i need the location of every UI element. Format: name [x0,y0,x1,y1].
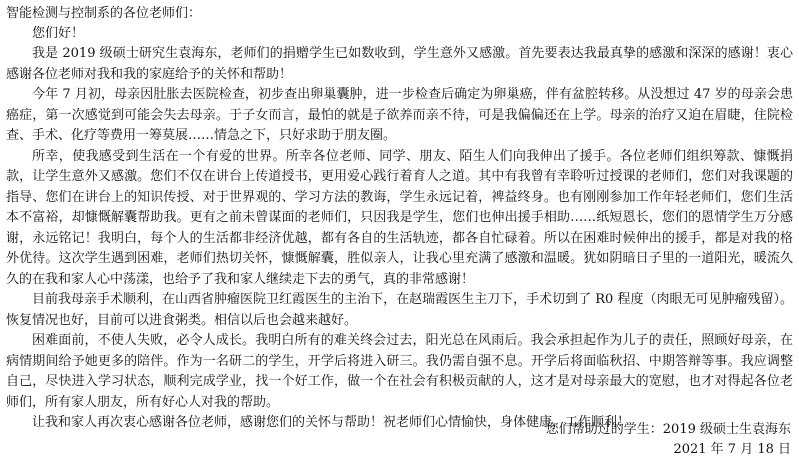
letter-paragraph-4: 目前我母亲手术顺利，在山西省肿瘤医院卫红霞医生的主治下，在赵瑞霞医生主刀下，手术切到了 R0 程度（肉眼无可见肿瘤残留）。恢复情况也好，目前可以进食粥类。相信以后也会越来越好。 [6,292,793,328]
letter-paragraph-1: 我是 2019 级硕士研究生袁海东，老师们的捐赠学生已如数收到，学生意外又感激。首先要表达我最真挚的感激和深深的感谢！衷心感谢各位老师对我和我的家庭给予的关怀和帮助！ [6,46,793,82]
letter-paragraph-3: 所幸，使我感受到生活在一个有爱的世界。所幸各位老师、同学、朋友、陌生人们向我伸出了援手。各位老师们组织筹款、慷慨捐款，让学生意外又感激。您们不仅在讲台上传道授书，更用爱心践行着育人之道。其中有我曾有幸聆听过授课的老师们，您们对我课题的指导、您们在讲台上的知识传授、对于世界观的、学习方法的教诲，学生永远记着，裨益终身。也有刚刚参加工作年轻老师们，您们生活本不富裕，却慷慨解囊帮助我。更有之前未曾谋面的老师们，只因我是学生，您们也伸出援手相助……纸短恩长，您们的恩情学生万分感谢，永远铭记！我明白，每个人的生活都非经济优越，都有各自的生活轨迹，都各自忙碌着。所以在困难时候伸出的援手，都是对我的格外优待。这次学生遇到困难，老师们热切关怀，慷慨解囊，胜似亲人，让我心里充满了感激和温暖。犹如阴暗日子里的一道阳光，暖流久久的在我和家人心中荡漾，也给予了我和家人继续走下去的勇气，真的非常感谢！ [6,148,793,287]
letter-date: 2021 年 7 月 18 日 [673,442,791,457]
letter-hello: 您们好！ [32,26,85,41]
letter-signature-block [546,420,791,460]
letter-paragraph-2: 今年 7 月初，母亲因肚胀去医院检查，初步查出卵巢囊肿，进一步检查后确定为卵巢癌，伴有盆腔转移。从没想过 47 岁的母亲会患癌症，第一次感觉到可能会失去母亲。于子女而言，最怕的就是子欲养而亲不待，可是我偏偏还在上学。母亲的治疗又迫在眉睫，住院检查、手术、化疗等费用一筹莫展……情急之下，只好求助于朋友圈。 [6,87,793,143]
letter-paragraph-6: 让我和家人再次衷心感谢各位老师，感谢您们的关怀与帮助！祝老师们心情愉快，身体健康，工作顺利！ [32,415,631,430]
letter-salutation: 智能检测与控制系的各位老师们： [6,6,202,21]
letter-paragraph-5: 困难面前，不使人失败，必令人成长。我明白所有的难关终会过去，阳光总在风雨后。我会承担起作为儿子的责任，照顾好母亲，在病情期间给予她更多的陪伴。作为一名研二的学生，开学后将进入研三。我仍需自强不息。开学后将面临秋招、中期答辩等事。我应调整自己，尽快进入学习状态，顺利完成学业，找一个好工作，做一个在社会有积极贡献的人，这才是对母亲最大的宽慰，也才对得起各位老师们，所有家人朋友，所有好心人对我的帮助。 [6,333,793,410]
letter-signature: 您们帮助过的学生：2019 级硕士生袁海东 [545,422,791,437]
